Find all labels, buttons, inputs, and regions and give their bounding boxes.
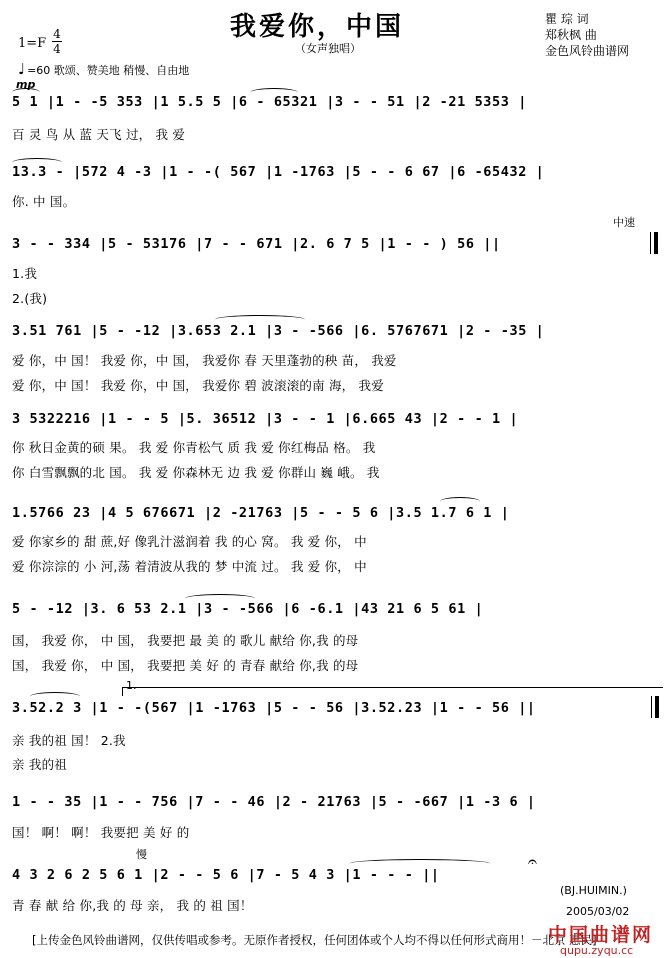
subtitle: （女声独唱） — [295, 42, 361, 55]
lyric-line-7a: 国， 我爱 你， 中 国， 我要把 最 美 的 歌儿 献给 你,我 的母 — [12, 633, 359, 648]
slur-arc — [215, 315, 305, 324]
barline-thick — [655, 696, 659, 718]
footer-notice: [上传金色风铃曲谱网，仅供传唱或参考。无原作者授权，任何团体或个人均不得以任何形式商用！－北京 惠民] — [32, 933, 597, 947]
barline-thin — [650, 232, 651, 254]
lyric-line-3b: 2.(我) — [12, 291, 48, 306]
watermark-url: qupu.zyqu.cc — [560, 944, 634, 957]
lyric-line-6b: 爱 你淙淙的 小 河,荡 着清波从我的 梦 中流 过。 我 爱 你， 中 — [12, 559, 367, 574]
source-credit: 金色风铃曲谱网 — [545, 44, 630, 58]
arranger-date: 2005/03/02 — [566, 905, 630, 918]
lyric-line-9: 国！ 啊！ 啊！ 我要把 美 好 的 — [12, 825, 190, 840]
tempo-text: =60 歌颂、赞美地 稍慢、自由地 — [27, 64, 190, 77]
score-line-8: 3.52.2 3 |1 - -(567 |1 -1763 |5 - - 56 |3.52.23 |1 - - 56 || — [12, 700, 536, 716]
watermark-logo: 中国曲谱网 — [548, 924, 654, 946]
lyric-line-7b: 国， 我爱 你， 中 国， 我要把 美 好 的 青春 献给 你,我 的母 — [12, 658, 359, 673]
tempo-marking — [18, 60, 189, 78]
score-line-1: 5 1 |1 - -5 353 |1 5.5 5 |6 - 65321 |3 - - 51 |2 -21 5353 | — [12, 94, 527, 110]
quarter-note-icon: ♩ — [18, 60, 26, 78]
slur-arc — [12, 88, 40, 97]
slur-arc — [185, 594, 255, 603]
time-signature — [52, 28, 62, 55]
score-line-10: 4 3 2 6 2 5 6 1 |2 - - 5 6 |7 - 5 4 3 |1 - - - || — [12, 867, 440, 883]
volta-bracket-1 — [122, 687, 663, 696]
score-line-3: 3 - - 334 |5 - 53176 |7 - - 671 |2. 6 7 5 |1 - - ) 56 || — [12, 236, 501, 252]
slur-arc — [350, 859, 490, 868]
arranger-signature: (BJ.HUIMIN.) — [560, 884, 627, 897]
composer-credit: 郑秋枫 曲 — [545, 28, 597, 42]
lyric-line-4b: 爱 你，中 国！ 我爱 你，中 国， 我爱你 碧 波滚滚的南 海， 我爱 — [12, 378, 384, 393]
lyric-line-8a: 亲 我的祖 国！ 2.我 — [12, 733, 126, 748]
slur-arc — [30, 692, 80, 701]
score-line-7: 5 - -12 |3. 6 53 2.1 |3 - -566 |6 -6.1 |43 21 6 5 61 | — [12, 601, 484, 617]
score-line-4: 3.51 761 |5 - -12 |3.653 2.1 |3 - -566 |6. 5767671 |2 - -35 | — [12, 323, 545, 339]
score-line-6: 1.5766 23 |4 5 676671 |2 -21763 |5 - - 5 6 |3.5 1.7 6 1 | — [12, 505, 510, 521]
lyric-line-8b: 亲 我的祖 — [12, 757, 67, 772]
barline-thick — [654, 232, 658, 254]
key-signature: 1=F — [18, 36, 47, 51]
tempo-change-medium: 中速 — [613, 216, 635, 229]
tempo-change-slow: 慢 — [136, 848, 147, 861]
slur-arc — [12, 158, 62, 167]
volta-label-1: 1. — [126, 679, 137, 692]
score-line-5: 3 5322216 |1 - - 5 |5. 36512 |3 - - 1 |6.665 43 |2 - - 1 | — [12, 411, 519, 427]
slur-arc — [250, 88, 298, 97]
score-line-2: 13.3 - |572 4 -3 |1 - -( 567 |1 -1763 |5 - - 6 67 |6 -65432 | — [12, 164, 545, 180]
score-line-9: 1 - - 35 |1 - - 756 |7 - - 46 |2 - 21763 |5 - -667 |1 -3 6 | — [12, 794, 536, 810]
lyric-line-5a: 你 秋日金黄的硕 果。 我 爱 你青松气 质 我 爱 你红梅品 格。 我 — [12, 440, 376, 455]
lyric-line-5b: 你 白雪飘飘的北 国。 我 爱 你森林无 边 我 爱 你群山 巍 峨。 我 — [12, 465, 380, 480]
barline-thin — [651, 696, 652, 718]
lyric-line-3a: 1.我 — [12, 266, 38, 281]
slur-arc — [440, 497, 480, 506]
dynamic-mp: mp — [16, 78, 36, 91]
time-top: 4 — [53, 27, 61, 41]
lyric-line-1: 百 灵 鸟 从 蓝 天飞 过， 我 爱 — [12, 127, 186, 142]
lyric-line-6a: 爱 你家乡的 甜 蔗,好 像乳汁滋润着 我 的心 窝。 我 爱 你， 中 — [12, 534, 367, 549]
lyricist-credit: 瞿 琮 词 — [545, 12, 589, 26]
lyric-line-10: 青 春 献 给 你,我 的 母 亲， 我 的 祖 国！ — [12, 898, 253, 913]
fermata-icon: 𝄐 — [528, 852, 537, 871]
page-title: 我爱你，中国 — [230, 12, 405, 42]
lyric-line-2: 你. 中 国。 — [12, 194, 76, 209]
lyric-line-4a: 爱 你，中 国！ 我爱 你，中 国， 我爱你 春 天里蓬勃的秧 苗， 我爱 — [12, 353, 397, 368]
time-bottom: 4 — [53, 42, 61, 56]
